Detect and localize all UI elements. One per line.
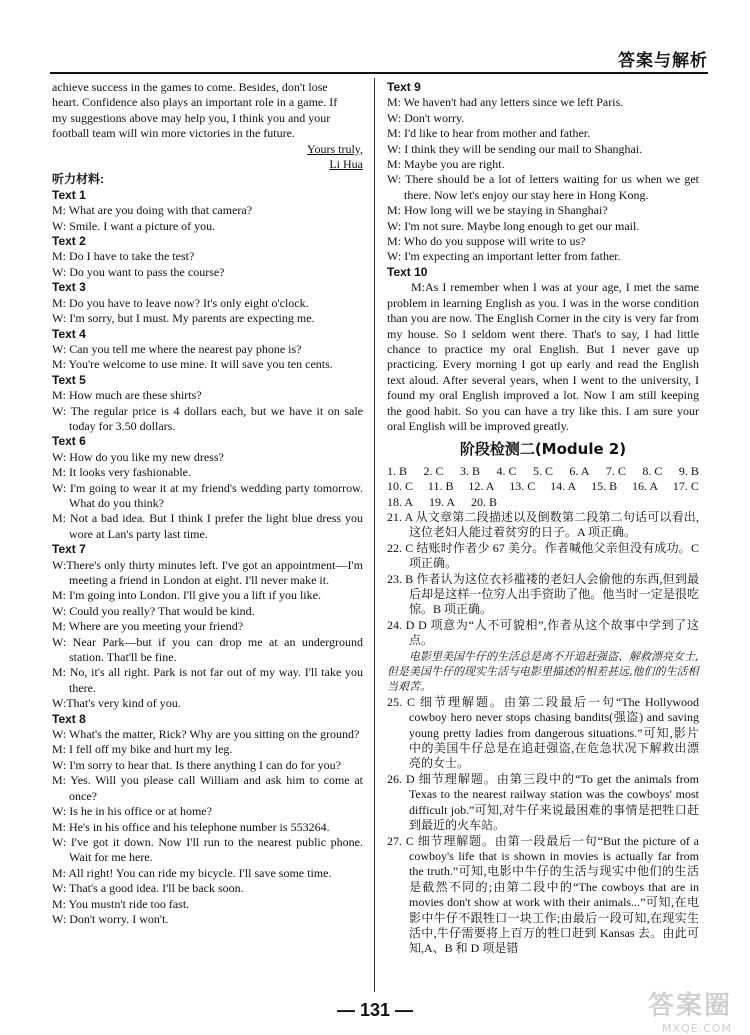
left-column: [52, 80, 363, 927]
answer-key: 3. B: [459, 463, 480, 478]
letter-line: my suggestions above may help you, I think you and your: [52, 110, 331, 125]
dialogue-line: M: Where are you meeting your friend?: [52, 619, 244, 634]
dialogue-line: M: I fell off my bike and hurt my leg.: [52, 742, 233, 757]
text-label: Text 2: [52, 234, 86, 249]
text-label: Text 10: [387, 264, 428, 279]
answer-key: 7. C: [605, 463, 626, 478]
answer-key: 10. C: [387, 479, 414, 494]
answer-explanation: 27. C 细节理解题。由第一段最后一句“But the picture of a cowboy's life that is shown in movies is actually far from the truth.”可知,电影中牛仔的生活与现实中他们的生活是截然不同的;由第二段中的“The cowboys that are in movies don't show at work with their animals...”可知,在电影中牛仔不跟牲口一块工作;由最后一段可知,在现实生活中,牛仔需要将上百万的牲口赶到 Kansas 去。由此可知,A、B 和 D 项是错: [387, 833, 699, 956]
dialogue-line: W:There's only thirty minutes left. I've got an appointment—I'm meeting a friend in London at eight. I'll never make it.: [52, 557, 363, 587]
dialogue-line: W: Do you want to pass the course?: [52, 264, 225, 279]
text-label: Text 4: [52, 326, 86, 341]
dialogue-line: M: Not a bad idea. But I think I prefer the light blue dress you wore at Lan's party last time.: [52, 511, 363, 541]
text-label: Text 6: [52, 434, 86, 449]
dialogue-line: W: I'm sorry to hear that. Is there anything I can do for you?: [52, 757, 341, 772]
answer-key: 4. C: [496, 463, 517, 478]
dialogue-line: M: I'd like to hear from mother and father.: [387, 126, 591, 141]
letter-line: achieve success in the games to come. Besides, don't lose: [52, 80, 328, 94]
text-label: Text 8: [52, 711, 86, 726]
answer-key: 19. A: [429, 494, 456, 509]
dialogue-line: M: What are you doing with that camera?: [52, 203, 253, 218]
answer-explanation: 21. A 从文章第二段描述以及倒数第二段第二句话可以看出,这位老妇人能过着贫穷的日子。A 项正确。: [387, 509, 699, 540]
header-rule: [50, 72, 708, 74]
dialogue-line: W: I'm not sure. Maybe long enough to get our mail.: [387, 218, 640, 233]
answer-explanation: 22. C 结账时作者少 67 美分。作者喊他父亲但没有成功。C 项正确。: [387, 540, 699, 571]
monologue-paragraph: M:As I remember when I was at your age, I met the same problem in learning English as you. I was in the worse condition than you are now. The English Corner in the city is very far from my house. So I seldom went there. That's to say, I had little chance to practice my oral English. But I never gave up practicing. Every morning I got up early and read the English text aloud. After several years, when I went to the university, I found my oral English improved a lot. Now I am still keeping the good habit. So you can have a try like this. I am sure your oral English will be improved greatly.: [387, 280, 699, 433]
dialogue-line: W: Near Park—but if you can drop me at an underground station. That'll be fine.: [52, 634, 363, 665]
answer-key: 11. B: [427, 479, 454, 494]
dialogue-line: M: Maybe you are right.: [387, 157, 505, 172]
dialogue-line: W: How do you like my new dress?: [52, 449, 224, 464]
answer-explanation: 25. C 细节理解题。由第二段最后一句“The Hollywood cowboy hero never stops chasing bandits(强盗) and saving young pretty ladies from dangerous situations.”可知,影片中的美国牛仔总是在追赶强盗,在危急状况下解救出漂亮的女士。: [387, 694, 699, 771]
dialogue-line: W: What's the matter, Rick? Why are you sitting on the ground?: [52, 727, 360, 742]
dialogue-line: W: Don't worry. I won't.: [52, 911, 169, 926]
dialogue-line: M: You mustn't ride too fast.: [52, 896, 190, 911]
answer-key: 13. C: [509, 479, 536, 494]
text-label: Text 9: [387, 80, 421, 94]
text-label: Text 3: [52, 280, 86, 295]
dialogue-line: W: Smile. I want a picture of you.: [52, 218, 216, 233]
answer-explanation: 26. D 细节理解题。由第三段中的“To get the animals from Texas to the nearest railway station was the cowboys' most difficult job.”可知,对牛仔来说最困难的事情是把牲口赶到最近的火车站。: [387, 771, 699, 833]
answer-key: 17. C: [672, 479, 699, 494]
answer-key: 18. A: [387, 494, 414, 509]
dialogue-line: M: Do you have to leave now? It's only eight o'clock.: [52, 295, 309, 310]
listening-heading: 听力材料:: [52, 172, 104, 187]
letter-signature: Li Hua: [329, 157, 363, 172]
dialogue-line: W: The regular price is 4 dollars each, but we have it on sale today for 3.50 dollars.: [52, 403, 363, 433]
watermark-text: 答案圈: [647, 991, 732, 1021]
dialogue-line: M: You're welcome to use mine. It will save you ten cents.: [52, 357, 333, 372]
watermark-url: MXQE.COM: [662, 1022, 732, 1035]
letter-body: [52, 80, 363, 142]
watermark-logo: [592, 985, 732, 1035]
dialogue-line: W: I'm sorry, but I must. My parents are expecting me.: [52, 311, 315, 326]
dialogue-line: M: How much are these shirts?: [52, 388, 202, 403]
page-number: — 131 —: [336, 1000, 414, 1020]
dialogue-line: W:That's very kind of you.: [52, 696, 181, 711]
text-label: Text 7: [52, 542, 86, 557]
answer-key: 8. C: [642, 463, 663, 478]
dialogue-line: M: We haven't had any letters since we left Paris.: [387, 95, 624, 110]
dialogue-line: M: No, it's all right. Park is not far out of my way. I'll take you there.: [52, 665, 363, 695]
dialogue-line: W: I've got it down. Now I'll run to the nearest public phone. Wait for me here.: [52, 834, 363, 865]
dialogue-line: M: Yes. Will you please call William and ask him to come at once?: [52, 773, 363, 803]
answer-key: 9. B: [678, 463, 699, 478]
answer-explanation: 24. D D 项意为“人不可貌相”,作者从这个故事中学到了这点。: [387, 617, 699, 648]
answer-explanation: 23. B 作者认为这位衣衫褴褛的老妇人会偷他的东西,但到最后却是这样一位穷人出手资助了他。他当时一定是很吃惊。B 项正确。: [387, 571, 699, 617]
dialogue-line: M: He's in his office and his telephone number is 553264.: [52, 819, 330, 834]
answer-key: 20. B: [471, 494, 498, 509]
passage-summary-note: 电影里美国牛仔的生活总是离不开追赶强盗、解救漂亮女士,但是美国牛仔的现实生活与电影里描述的相差甚远,他们的生活相当艰苦。: [387, 649, 699, 694]
text-label: Text 5: [52, 372, 86, 387]
letter-line: heart. Confidence also plays an important role in a game. If: [52, 95, 338, 110]
answer-key: 15. B: [591, 479, 618, 494]
header-title: 答案与解析: [618, 51, 708, 71]
dialogue-line: M: Do I have to take the test?: [52, 249, 195, 264]
dialogue-line: W: Is he in his office or at home?: [52, 804, 212, 819]
answer-key: 14. A: [550, 479, 577, 494]
answer-key: 2. C: [423, 463, 444, 478]
dialogue-line: M: It looks very fashionable.: [52, 465, 191, 480]
dialogue-line: W: That's a good idea. I'll be back soon.: [52, 881, 244, 896]
answer-row: [387, 479, 699, 494]
answer-row: [387, 464, 699, 479]
dialogue-line: W: I'm going to wear it at my friend's wedding party tomorrow. What do you think?: [52, 480, 363, 510]
dialogue-line: W: Don't worry.: [387, 110, 465, 125]
dialogue-line: M: I'm going into London. I'll give you a lift if you like.: [52, 588, 321, 603]
dialogue-line: W: I think they will be sending our mail to Shanghai.: [387, 141, 643, 156]
column-divider: [374, 78, 375, 992]
text-label: Text 1: [52, 187, 86, 202]
section-title: 阶段检测二(Module 2): [459, 440, 627, 459]
dialogue-line: W: I'm expecting an important letter from father.: [387, 249, 621, 264]
dialogue-line: M: All right! You can ride my bicycle. I'll save some time.: [52, 865, 332, 880]
dialogue-line: W: There should be a lot of letters waiting for us when we get there. Now let's enjoy our stay here in Hong Kong.: [387, 172, 699, 202]
letter-line: football team will win more victories in the future.: [52, 126, 295, 141]
dialogue-line: M: How long will we be staying in Shanghai?: [387, 203, 608, 218]
dialogue-line: W: Could you really? That would be kind.: [52, 603, 255, 618]
answer-key: 1. B: [387, 463, 408, 478]
answer-key: 12. A: [468, 479, 495, 494]
answer-key: 6. A: [569, 463, 590, 478]
answer-key: 5. C: [532, 463, 553, 478]
dialogue-line: M: Who do you suppose will write to us?: [387, 234, 586, 249]
answer-row: [387, 495, 699, 510]
right-column: [387, 80, 699, 957]
letter-closing: Yours truly,: [306, 141, 363, 156]
page-header: [0, 0, 750, 74]
answer-key: 16. A: [631, 479, 658, 494]
dialogue-line: W: Can you tell me where the nearest pay phone is?: [52, 341, 302, 356]
